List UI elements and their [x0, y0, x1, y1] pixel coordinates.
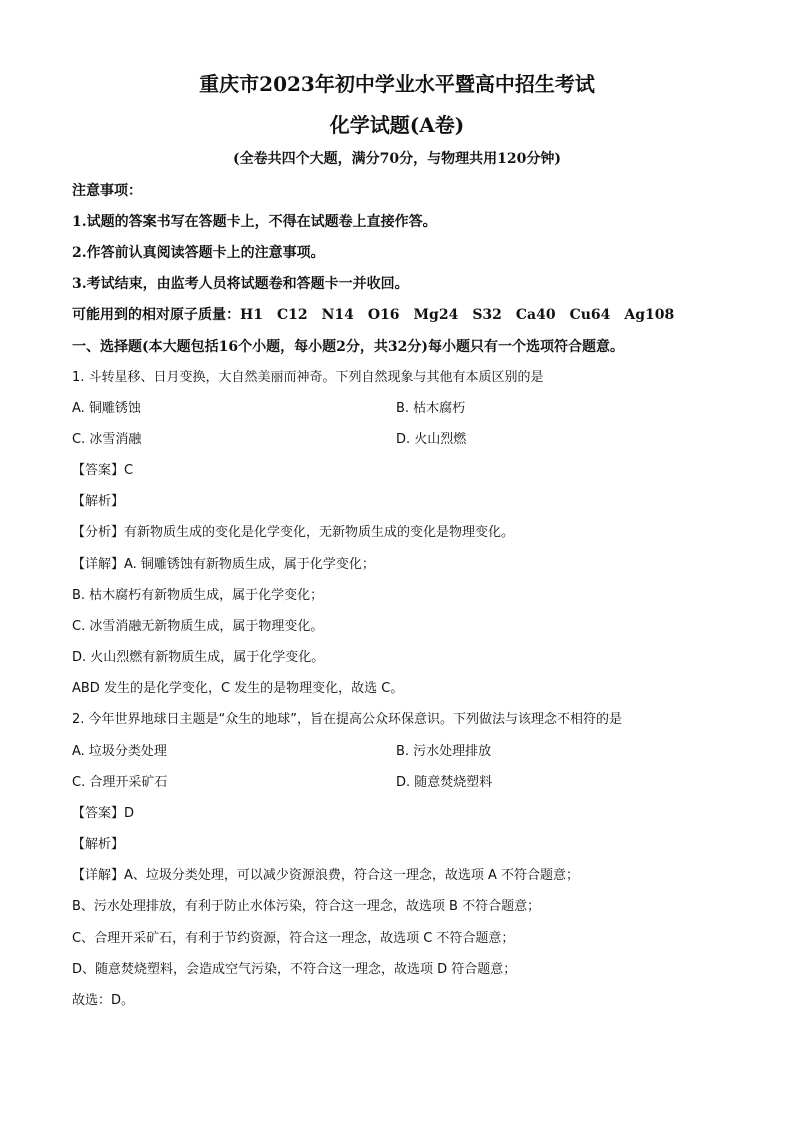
question-2-option-c: C. 合理开采矿石: [72, 775, 168, 790]
notice-item-1: 1.试题的答案书写在答题卡上，不得在试题卷上直接作答。: [72, 214, 437, 230]
question-2-answer: 【答案】D: [72, 806, 135, 821]
question-2-option-b: B. 污水处理排放: [396, 744, 492, 759]
question-1-explanation-6: ABD 发生的是化学变化，C 发生的是物理变化，故选 C。: [72, 681, 404, 696]
question-2-explanation-4: D、随意焚烧塑料，会造成空气污染，不符合这一理念，故选项 D 符合题意；: [72, 962, 517, 977]
question-2-option-d: D. 随意焚烧塑料: [396, 775, 493, 790]
question-2-explanation-3: C、合理开采矿石，有利于节约资源，符合这一理念，故选项 C 不符合题意；: [72, 931, 515, 946]
question-1-option-c: C. 冰雪消融: [72, 432, 142, 447]
question-1-option-a: A. 铜雕锈蚀: [72, 401, 141, 416]
exam-subtitle: (全卷共四个大题，满分70分，与物理共用120分钟): [233, 151, 561, 167]
question-2-explanation-1: 【详解】A、垃圾分类处理，可以减少资源浪费，符合这一理念，故选项 A 不符合题意；: [72, 868, 580, 883]
question-2-explanation-5: 故选：D。: [72, 993, 135, 1008]
notice-heading: 注意事项：: [72, 183, 142, 199]
question-2-analysis-label: 【解析】: [72, 837, 125, 852]
question-2-stem: 2. 今年世界地球日主题是“众生的地球”，旨在提高公众环保意识。下列做法与该理念不相符的是: [72, 712, 623, 727]
question-1-option-b: B. 枯木腐朽: [396, 401, 466, 416]
notice-item-2: 2.作答前认真阅读答题卡上的注意事项。: [72, 245, 325, 261]
exam-subject-title: 化学试题(A卷): [329, 113, 465, 137]
exam-title: 重庆市2023年初中学业水平暨高中招生考试: [199, 72, 595, 96]
question-1-explanation-4: C. 冰雪消融无新物质生成，属于物理变化。: [72, 619, 324, 634]
section-1-heading: 一、选择题(本大题包括16个小题，每小题2分，共32分)每小题只有一个选项符合题意。: [72, 339, 624, 355]
question-2-option-a: A. 垃圾分类处理: [72, 744, 167, 759]
question-1-explanation-2: 【详解】A. 铜雕锈蚀有新物质生成，属于化学变化；: [72, 557, 375, 572]
question-1-explanation-3: B. 枯木腐朽有新物质生成，属于化学变化；: [72, 588, 324, 603]
question-1-explanation-5: D. 火山烈燃有新物质生成，属于化学变化。: [72, 650, 325, 665]
question-1-option-d: D. 火山烈燃: [396, 432, 467, 447]
question-1-explanation-1: 【分析】有新物质生成的变化是化学变化，无新物质生成的变化是物理变化。: [72, 525, 515, 540]
question-2-explanation-2: B、污水处理排放，有利于防止水体污染，符合这一理念，故选项 B 不符合题意；: [72, 899, 541, 914]
question-1-stem: 1. 斗转星移、日月变换，大自然美丽而神奇。下列自然现象与其他有本质区别的是: [72, 370, 544, 385]
question-1-analysis-label: 【解析】: [72, 494, 125, 509]
notice-item-3: 3.考试结束，由监考人员将试题卷和答题卡一并收回。: [72, 276, 409, 292]
question-1-answer: 【答案】C: [72, 463, 134, 478]
atomic-masses: 可能用到的相对原子质量：H1 C12 N14 O16 Mg24 S32 Ca40 Cu64 Ag108: [72, 307, 675, 323]
